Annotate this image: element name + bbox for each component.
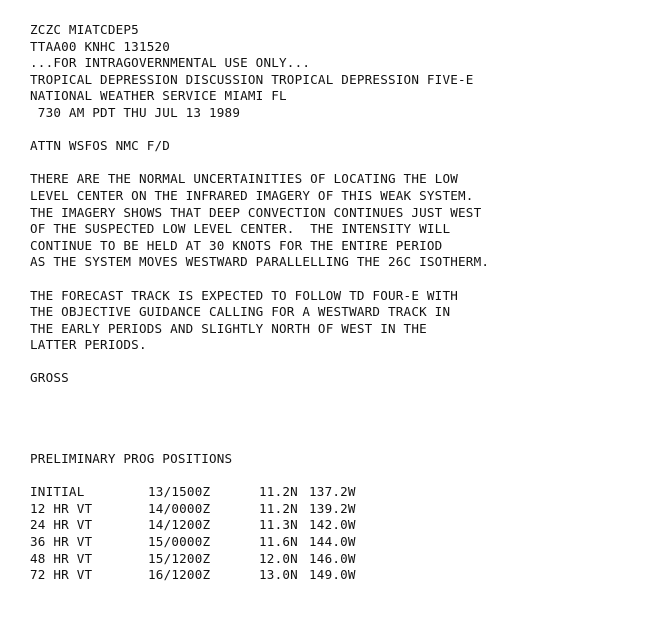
discussion-paragraph-1 [30, 171, 660, 271]
header-line: TROPICAL DEPRESSION DISCUSSION TROPICAL DEPRESSION FIVE-E [30, 71, 474, 87]
paragraph-line: CONTINUE TO BE HELD AT 30 KNOTS FOR THE ENTIRE PERIOD [30, 237, 443, 253]
spacer [30, 155, 660, 172]
table-row [30, 551, 660, 568]
table-row [30, 501, 660, 518]
row-latitude: 11.2N [259, 500, 298, 516]
row-label: 48 HR VT [30, 550, 93, 566]
forecaster-signature: GROSS [30, 370, 69, 386]
discussion-paragraph-2 [30, 288, 660, 354]
paragraph-line: THERE ARE THE NORMAL UNCERTAINITIES OF LOCATING THE LOW [30, 171, 459, 187]
paragraph-line: THE FORECAST TRACK IS EXPECTED TO FOLLOW TD FOUR-E WITH [30, 287, 459, 303]
row-label: 72 HR VT [30, 567, 93, 583]
paragraph-line: LEVEL CENTER ON THE INFRARED IMAGERY OF THIS WEAK SYSTEM. [30, 187, 474, 203]
table-row [30, 567, 660, 584]
row-longitude: 137.2W [309, 484, 356, 500]
row-label: 12 HR VT [30, 500, 93, 516]
spacer [30, 468, 660, 485]
row-latitude: 13.0N [259, 567, 298, 583]
paragraph-line: LATTER PERIODS. [30, 337, 147, 353]
row-label: INITIAL [30, 484, 85, 500]
row-latitude: 11.6N [259, 534, 298, 550]
positions-table [30, 484, 660, 584]
header-line: ZCZC MIATCDEP5 [30, 22, 139, 37]
bulletin-document [30, 22, 660, 584]
spacer [30, 387, 660, 451]
header-line: NATIONAL WEATHER SERVICE MIAMI FL [30, 88, 287, 104]
paragraph-line: THE IMAGERY SHOWS THAT DEEP CONVECTION CONTINUES JUST WEST [30, 204, 482, 220]
row-longitude: 144.0W [309, 534, 356, 550]
row-longitude: 149.0W [309, 567, 356, 583]
row-time: 13/1500Z [148, 484, 211, 500]
attn-line: ATTN WSFOS NMC F/D [30, 138, 171, 154]
row-label: 36 HR VT [30, 534, 93, 550]
row-time: 16/1200Z [148, 567, 211, 583]
row-latitude: 11.3N [259, 517, 298, 533]
header-line: 730 AM PDT THU JUL 13 1989 [30, 104, 241, 120]
paragraph-line: AS THE SYSTEM MOVES WESTWARD PARALLELLING THE 26C ISOTHERM. [30, 254, 490, 270]
paragraph-line: THE EARLY PERIODS AND SLIGHTLY NORTH OF WEST IN THE [30, 320, 427, 336]
header-block [30, 22, 660, 122]
paragraph-line: THE OBJECTIVE GUIDANCE CALLING FOR A WESTWARD TRACK IN [30, 304, 451, 320]
row-latitude: 11.2N [259, 484, 298, 500]
spacer [30, 354, 660, 371]
row-longitude: 139.2W [309, 500, 356, 516]
row-label: 24 HR VT [30, 517, 93, 533]
row-time: 15/1200Z [148, 550, 211, 566]
table-row [30, 517, 660, 534]
row-time: 15/0000Z [148, 534, 211, 550]
table-row [30, 484, 660, 501]
table-row [30, 534, 660, 551]
row-longitude: 142.0W [309, 517, 356, 533]
positions-title: PRELIMINARY PROG POSITIONS [30, 451, 233, 467]
row-time: 14/1200Z [148, 517, 211, 533]
row-longitude: 146.0W [309, 550, 356, 566]
spacer [30, 122, 660, 139]
header-line: TTAA00 KNHC 131520 [30, 38, 171, 54]
paragraph-line: OF THE SUSPECTED LOW LEVEL CENTER. THE INTENSITY WILL [30, 221, 451, 237]
row-latitude: 12.0N [259, 550, 298, 566]
row-time: 14/0000Z [148, 500, 211, 516]
header-line: ...FOR INTRAGOVERNMENTAL USE ONLY... [30, 55, 311, 71]
spacer [30, 271, 660, 288]
